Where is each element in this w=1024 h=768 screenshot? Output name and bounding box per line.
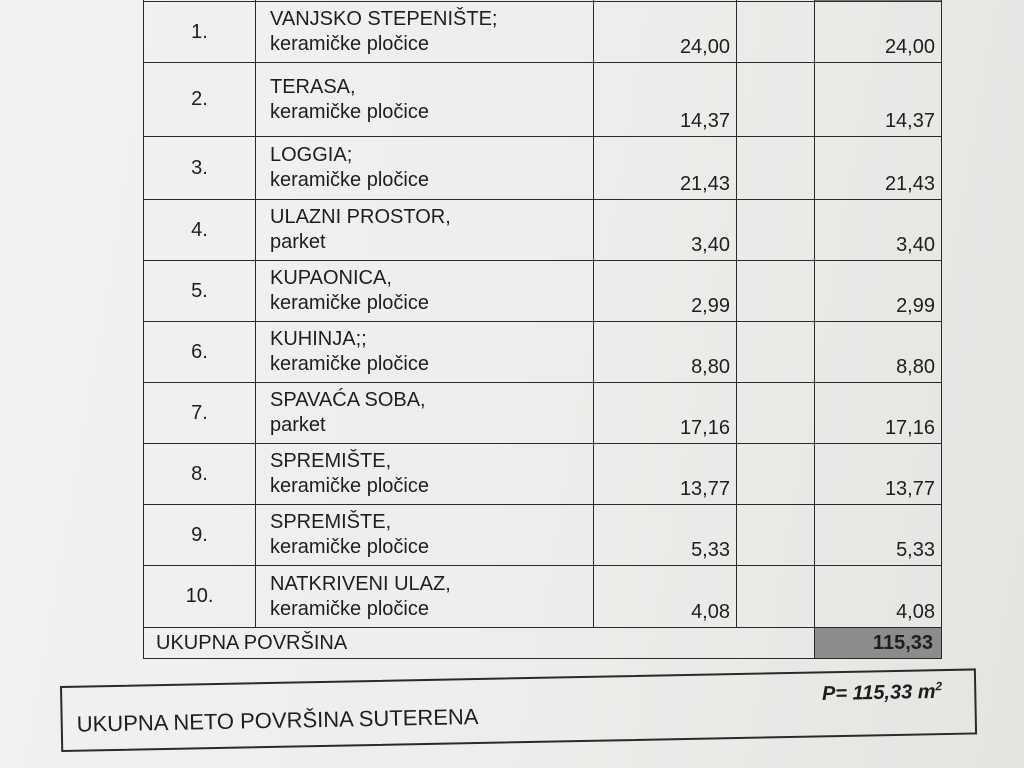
empty-cell [737,137,815,200]
room-description [256,261,594,322]
area-table-footer [144,628,942,659]
room-area-total: 2,99 [815,261,942,322]
floor-material: keramičke pločice [270,475,429,497]
table-row [144,566,942,628]
room-description [256,505,594,566]
table-row [144,261,942,322]
room-area-total: 4,08 [815,566,942,628]
net-area-unit-exponent: 2 [935,679,943,694]
room-area: 2,99 [594,261,737,322]
area-table [143,0,942,659]
floor-material: parket [270,414,326,436]
room-description [256,200,594,261]
row-number: 9. [144,505,256,566]
row-number: 8. [144,444,256,505]
net-area-value-text: P= 115,33 m [821,680,936,706]
room-area-total: 13,77 [815,444,942,505]
total-row [144,628,942,659]
room-description [256,322,594,383]
floor-material: keramičke pločice [270,536,429,558]
floor-material: keramičke pločice [270,353,429,375]
total-label: UKUPNA POVRŠINA [144,628,815,659]
room-description [256,444,594,505]
row-number: 10. [144,566,256,628]
room-description [256,383,594,444]
room-area: 24,00 [594,2,737,63]
room-area-total: 5,33 [815,505,942,566]
room-name: ULAZNI PROSTOR, [270,206,451,228]
empty-cell [737,566,815,628]
room-area-total: 8,80 [815,322,942,383]
floor-material: parket [270,231,326,253]
room-area-total: 14,37 [815,63,942,137]
table-row [144,2,942,63]
area-table-body [144,0,942,628]
room-name: SPAVAĆA SOBA, [270,389,426,411]
table-row [144,444,942,505]
empty-cell [737,505,815,566]
room-description [256,137,594,200]
room-area: 8,80 [594,322,737,383]
room-area: 3,40 [594,200,737,261]
room-area: 17,16 [594,383,737,444]
empty-cell [737,444,815,505]
room-area-total: 24,00 [815,2,942,63]
net-area-label: UKUPNA NETO POVRŠINA SUTERENA [76,703,479,737]
row-number: 4. [144,200,256,261]
room-name: VANJSKO STEPENIŠTE; [270,8,498,30]
room-name: TERASA, [270,75,356,98]
room-name: SPREMIŠTE, [270,450,392,472]
room-area: 5,33 [594,505,737,566]
empty-cell [737,2,815,63]
room-area-total: 3,40 [815,200,942,261]
room-description [256,2,594,63]
empty-cell [737,322,815,383]
empty-cell [737,200,815,261]
room-area-total: 21,43 [815,137,942,200]
total-value: 115,33 [815,628,942,659]
empty-cell [737,261,815,322]
row-number: 5. [144,261,256,322]
room-name: KUPAONICA, [270,267,392,289]
floor-material: keramičke pločice [270,169,429,191]
room-area: 14,37 [594,63,737,137]
room-area: 21,43 [594,137,737,200]
room-name: SPREMIŠTE, [270,511,392,533]
row-number: 2. [144,63,256,137]
table-row [144,322,942,383]
empty-cell [737,383,815,444]
floor-material: keramičke pločice [270,33,429,55]
room-name: KUHINJA;; [270,328,367,350]
empty-cell [737,63,815,137]
net-area-value [822,679,943,706]
row-number: 3. [144,137,256,200]
table-row [144,200,942,261]
room-area: 13,77 [594,444,737,505]
table-row [144,505,942,566]
floor-material: keramičke pločice [270,292,429,314]
room-description [256,566,594,628]
row-number: 7. [144,383,256,444]
room-area: 4,08 [594,566,737,628]
room-name: LOGGIA; [270,144,353,166]
floor-material: keramičke pločice [270,597,429,620]
room-area-total: 17,16 [815,383,942,444]
table-row [144,63,942,137]
row-number: 1. [144,2,256,63]
table-row [144,137,942,200]
room-name: NATKRIVENI ULAZ, [270,572,451,595]
row-number: 6. [144,322,256,383]
table-row [144,383,942,444]
room-description [256,63,594,137]
floor-material: keramičke pločice [270,100,429,123]
net-area-box [60,668,977,752]
